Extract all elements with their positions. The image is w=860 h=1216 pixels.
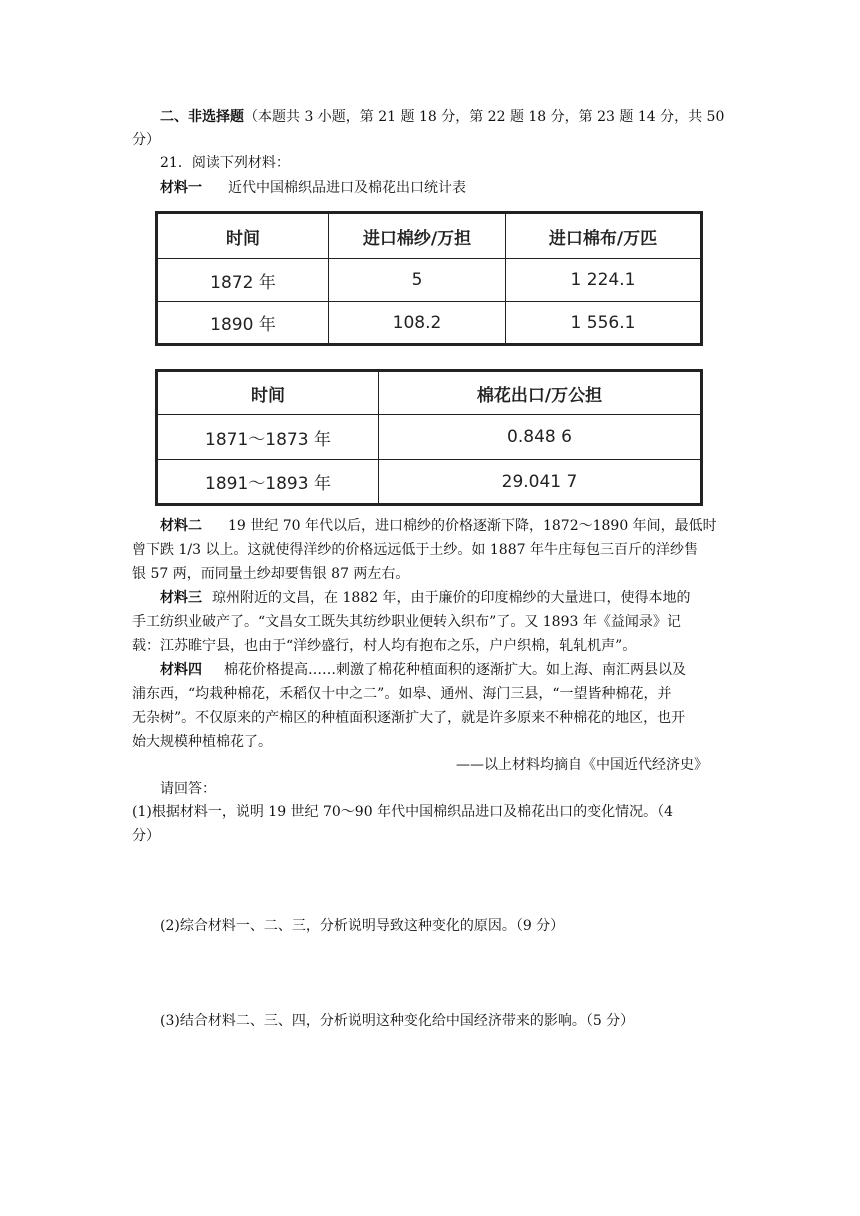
material4-label: 材料四: [160, 662, 202, 678]
table-header-row: [157, 213, 702, 259]
table-header-cell: 棉花出口/万公担: [379, 371, 702, 415]
table-row: [157, 415, 702, 460]
material1-label: 材料一: [160, 180, 202, 196]
export-table: [155, 369, 703, 506]
material3-text: 手工纺织业破产了。“文昌女工既失其纺纱职业便转入织布”了。又 1893 年《益闻录》记: [132, 614, 681, 630]
table-header-cell: 进口棉布/万匹: [506, 213, 702, 259]
material3-line: [160, 588, 691, 609]
table-cell: 1890 年: [157, 302, 329, 345]
material2-text: 19 世纪 70 年代以后，进口棉纱的价格逐渐下降，1872～1890 年间，最低时: [228, 518, 717, 534]
table-cell: 1872 年: [157, 259, 329, 302]
material4-line: [160, 660, 686, 681]
material2-label: 材料二: [160, 518, 202, 534]
material4-text: 始大规模种植棉花了。: [132, 734, 272, 750]
material3-text: 载：江苏睢宁县，也由于“洋纱盛行，村人均有抱布之乐，户户织棉，轧轧机声”。: [132, 638, 637, 654]
table-header-row: [157, 371, 702, 415]
section-header: [160, 107, 724, 128]
table-header-cell: 进口棉纱/万担: [329, 213, 506, 259]
section-heading: 二、非选择题: [160, 109, 244, 125]
material2-text: 银 57 两，而同量土纱却要售银 87 两左右。: [132, 566, 410, 582]
section-note: （本题共 3 小题，第 21 题 18 分，第 22 题 18 分，第 23 题 14 分，共 50: [244, 109, 725, 125]
question-1: (1)根据材料一，说明 19 世纪 70～90 年代中国棉织品进口及棉花出口的变化情况。（4: [132, 804, 673, 820]
question-1-cont: 分）: [132, 828, 160, 844]
source-citation: ——以上材料均摘自《中国近代经济史》: [456, 757, 708, 773]
material2-text: 曾下跌 1/3 以上。这就使得洋纱的价格远远低于土纱。如 1887 年牛庄每包三百斤的洋纱售: [132, 542, 698, 558]
table-cell: 29.041 7: [379, 460, 702, 505]
table-cell: 1 556.1: [506, 302, 702, 345]
material4-text: 浦东西，“均栽种棉花，禾稻仅十中之二”。如皋、通州、海门三县，“一望皆种棉花，并: [132, 686, 672, 702]
section-note-cont: 分）: [132, 132, 160, 148]
table-cell: 5: [329, 259, 506, 302]
answer-prompt: 请回答：: [160, 781, 216, 797]
material4-text: 棉花价格提高……刺激了棉花种植面积的逐渐扩大。如上海、南汇两县以及: [224, 662, 686, 678]
material1-caption: [160, 178, 466, 199]
table-row: [157, 259, 702, 302]
question-3: (3)结合材料二、三、四，分析说明这种变化给中国经济带来的影响。（5 分）: [160, 1013, 635, 1029]
material1-title: 近代中国棉织品进口及棉花出口统计表: [228, 180, 466, 196]
import-table: [155, 211, 703, 346]
table-header-cell: 时间: [157, 371, 379, 415]
table-row: [157, 302, 702, 345]
table-cell: 1871～1873 年: [157, 415, 379, 460]
table-row: [157, 460, 702, 505]
table-cell: 0.848 6: [379, 415, 702, 460]
material2-line: [160, 516, 717, 537]
table-cell: 1 224.1: [506, 259, 702, 302]
material3-text: 琼州附近的文昌，在 1882 年，由于廉价的印度棉纱的大量进口，使得本地的: [212, 590, 691, 606]
table-cell: 1891～1893 年: [157, 460, 379, 505]
question-prompt: 21．阅读下列材料：: [160, 155, 290, 171]
table-header-cell: 时间: [157, 213, 329, 259]
table-cell: 108.2: [329, 302, 506, 345]
question-2: (2)综合材料一、二、三，分析说明导致这种变化的原因。（9 分）: [160, 918, 565, 934]
material3-label: 材料三: [160, 590, 202, 606]
material4-text: 无杂树”。不仅原来的产棉区的种植面积逐渐扩大了，就是许多原来不种棉花的地区，也开: [132, 710, 686, 726]
